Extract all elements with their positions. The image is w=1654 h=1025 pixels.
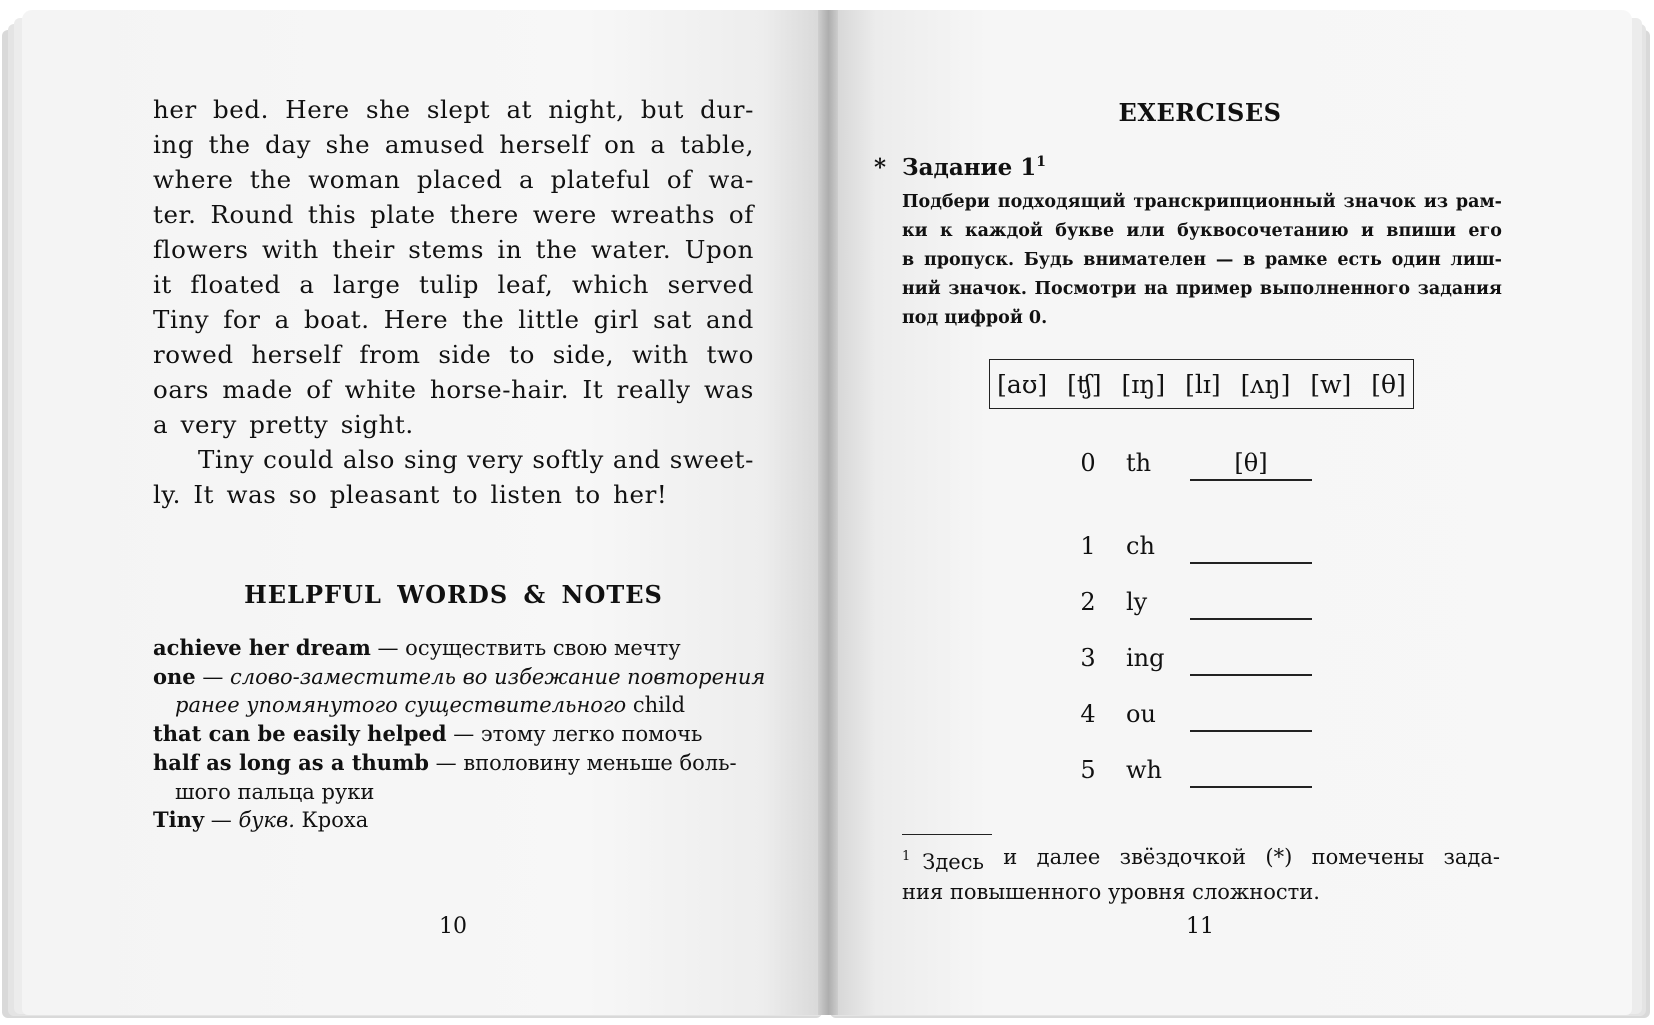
- note-term: that can be easily helped: [153, 721, 447, 747]
- word: made: [222, 375, 293, 404]
- instruction-line: [902, 246, 1502, 275]
- word: sing: [403, 445, 459, 474]
- word: large: [333, 270, 401, 299]
- word: the: [535, 235, 578, 264]
- word: was: [703, 375, 754, 404]
- transcription-symbol: [ʌŋ]: [1240, 369, 1291, 399]
- vocabulary-notes: [153, 634, 766, 835]
- exercise-number: 3: [1080, 644, 1096, 672]
- word: but: [640, 95, 684, 124]
- word: rowed: [153, 340, 234, 369]
- word: day: [265, 130, 312, 159]
- word: подходящий: [997, 192, 1126, 212]
- word: she: [365, 95, 411, 124]
- answer-blank[interactable]: [1190, 618, 1312, 620]
- word: Tiny: [198, 445, 255, 474]
- exercise-letters: wh: [1126, 756, 1162, 784]
- word: Round: [210, 200, 294, 229]
- answer-blank[interactable]: [1190, 786, 1312, 788]
- word: for: [223, 305, 261, 334]
- star-icon: *: [874, 154, 887, 181]
- note-translation: Кроха: [294, 808, 369, 833]
- note-item: [153, 634, 756, 663]
- word: далее: [1036, 845, 1101, 869]
- note-translation: ранее упомянутого существительного: [175, 693, 627, 718]
- exercise-letters: ing: [1126, 644, 1165, 672]
- word: and: [706, 305, 754, 334]
- word: stems: [408, 235, 485, 264]
- word: a very pretty sight.: [153, 410, 414, 439]
- word: with: [631, 340, 689, 369]
- footnote-rule: [902, 834, 992, 835]
- answer-blank[interactable]: [1190, 730, 1312, 732]
- word: впиши: [1386, 221, 1457, 241]
- word: It: [582, 375, 604, 404]
- story-line: [153, 337, 754, 372]
- word: floated: [190, 270, 281, 299]
- word: slept: [426, 95, 491, 124]
- exercise-number: 2: [1080, 588, 1096, 616]
- story-line: [153, 92, 754, 127]
- note-item: [153, 749, 756, 778]
- word: of: [666, 165, 692, 194]
- exercise-row: [1078, 449, 1318, 489]
- task-label: Задание 1: [902, 154, 1037, 181]
- word: side,: [552, 340, 615, 369]
- exercise-number: 4: [1080, 700, 1096, 728]
- story-line: [153, 407, 754, 442]
- word: sat: [653, 305, 692, 334]
- footnote-marker: 1: [902, 849, 911, 864]
- page-number-right: 11: [1186, 914, 1214, 939]
- story-line: [153, 442, 754, 477]
- note-item: [153, 720, 756, 749]
- word: лиш-: [1450, 250, 1502, 270]
- word: пропуск.: [923, 250, 1015, 270]
- answer-blank[interactable]: [1190, 479, 1312, 481]
- word: (*): [1265, 845, 1293, 869]
- exercise-answer: [θ]: [1234, 449, 1268, 477]
- word: amused: [384, 130, 485, 159]
- transcription-symbol: [ɪŋ]: [1121, 369, 1166, 399]
- word: звёздочкой: [1119, 845, 1247, 869]
- word: to: [509, 340, 535, 369]
- transcription-symbol: [θ]: [1371, 369, 1406, 399]
- word: which: [571, 270, 650, 299]
- word: и: [1360, 221, 1374, 241]
- exercise-row: [1078, 700, 1318, 740]
- task-instructions: [902, 188, 1502, 333]
- word: water.: [590, 235, 672, 264]
- word: Будь: [1023, 250, 1074, 270]
- word: of: [728, 200, 754, 229]
- word: транскрипционный: [1133, 192, 1336, 212]
- story-line: [153, 127, 754, 162]
- word: from: [359, 340, 421, 369]
- helpful-words-heading: HELPFUL WORDS & NOTES: [244, 580, 663, 609]
- word: Upon: [684, 235, 754, 264]
- note-translation: child: [626, 693, 686, 718]
- word: boat.: [303, 305, 370, 334]
- note-dash: —: [204, 808, 239, 833]
- word: wreaths: [610, 200, 715, 229]
- word: Here: [285, 95, 350, 124]
- exercise-number: 5: [1080, 756, 1096, 784]
- note-term: achieve her dream: [153, 635, 371, 660]
- word: of: [306, 375, 332, 404]
- footnote-marker: 1: [1036, 154, 1047, 170]
- exercise-letters: ch: [1126, 532, 1155, 560]
- word: значок: [1343, 192, 1416, 212]
- word: в: [902, 250, 915, 270]
- story-line: [153, 267, 754, 302]
- word: flowers: [153, 235, 249, 264]
- footnote: [902, 842, 1500, 907]
- story-line: [153, 302, 754, 337]
- word: the: [208, 130, 251, 159]
- word: на: [1143, 279, 1169, 299]
- word: her: [153, 95, 197, 124]
- story-line: [153, 477, 754, 512]
- word: table,: [680, 130, 754, 159]
- exercise-row: [1078, 588, 1318, 628]
- word: herself: [499, 130, 590, 159]
- note-translation: — этому легко помочь: [446, 722, 703, 747]
- word: Here: [383, 305, 449, 334]
- word: placed: [416, 165, 503, 194]
- note-term: half as long as a thumb: [153, 749, 429, 775]
- word: the: [462, 305, 505, 334]
- book-gutter: [818, 10, 838, 1015]
- word: dur-: [700, 95, 754, 124]
- word: on: [604, 130, 636, 159]
- transcription-symbol: [ʧ]: [1067, 369, 1102, 399]
- word: Tiny: [153, 305, 210, 334]
- word: two: [706, 340, 754, 369]
- word: it: [153, 270, 172, 299]
- word: little: [518, 305, 580, 334]
- note-item: [153, 806, 756, 835]
- answer-blank[interactable]: [1190, 674, 1312, 676]
- word: could: [263, 445, 334, 474]
- story-line: [153, 232, 754, 267]
- word: tulip: [419, 270, 479, 299]
- word: sweet-: [669, 445, 754, 474]
- word: выполненного: [1259, 279, 1411, 299]
- exercise-row: [1078, 756, 1318, 796]
- word: пример: [1175, 279, 1253, 299]
- word: were: [532, 200, 597, 229]
- transcription-box: [989, 359, 1414, 409]
- note-translation: — вполовину меньше боль-: [428, 750, 737, 775]
- exercises-heading: EXERCISES: [1118, 98, 1282, 127]
- word: к: [939, 221, 953, 241]
- note-item: [153, 663, 766, 692]
- story-line: [153, 197, 754, 232]
- exercise-number: 0: [1080, 449, 1096, 477]
- word: помечены: [1311, 845, 1425, 869]
- word: значок.: [948, 279, 1027, 299]
- note-term: one: [153, 663, 196, 689]
- word: where: [153, 165, 234, 194]
- word: also: [342, 445, 396, 474]
- exercise-number: 1: [1080, 532, 1096, 560]
- word: really: [616, 375, 691, 404]
- word: один: [1391, 250, 1441, 270]
- word: horse-hair.: [429, 375, 570, 404]
- note-translation: шого пальца руки: [175, 779, 375, 804]
- word: woman: [308, 165, 401, 194]
- instruction-line: [902, 275, 1502, 304]
- exercise-letters: ou: [1126, 700, 1156, 728]
- exercise-letters: th: [1126, 449, 1152, 477]
- footnote-line: [902, 842, 1500, 877]
- word: served: [667, 270, 754, 299]
- word: ly. It was so pleasant to listen to her!: [153, 480, 668, 509]
- story-line: [153, 162, 754, 197]
- word: a: [274, 305, 290, 334]
- word: bed.: [213, 95, 270, 124]
- word: есть: [1337, 250, 1382, 270]
- word: и: [1003, 845, 1018, 869]
- note-continuation: [153, 778, 756, 807]
- word: there: [449, 200, 519, 229]
- word: with: [262, 235, 319, 264]
- word: in: [497, 235, 523, 264]
- word: каждой: [964, 221, 1043, 241]
- exercise-letters: ly: [1126, 588, 1148, 616]
- exercise-row: [1078, 644, 1318, 684]
- exercise-row: [1078, 532, 1318, 572]
- word: рам-: [1455, 192, 1502, 212]
- note-term: Tiny: [153, 807, 205, 833]
- word: задания: [1417, 279, 1502, 299]
- word: ний: [902, 279, 941, 299]
- word: night,: [548, 95, 625, 124]
- note-continuation: [153, 691, 756, 720]
- word: side: [438, 340, 492, 369]
- word: oars: [153, 375, 210, 404]
- word: его: [1468, 221, 1502, 241]
- word: ки: [902, 221, 928, 241]
- word: softly: [532, 445, 604, 474]
- word: very: [467, 445, 524, 474]
- word: plate: [370, 200, 436, 229]
- word: рамке: [1265, 250, 1328, 270]
- word: plateful: [550, 165, 651, 194]
- story-line: [153, 372, 754, 407]
- note-abbreviation: букв.: [238, 808, 295, 833]
- word: Посмотри: [1034, 279, 1137, 299]
- word: внимателен: [1083, 250, 1207, 270]
- word: из: [1423, 192, 1449, 212]
- instruction-line: [902, 188, 1502, 217]
- word: and: [612, 445, 661, 474]
- word: the: [249, 165, 292, 194]
- answer-blank[interactable]: [1190, 562, 1312, 564]
- word: зада-: [1443, 845, 1500, 869]
- instruction-line: [902, 304, 1502, 333]
- word: a: [650, 130, 666, 159]
- word: a: [299, 270, 315, 299]
- word: white: [344, 375, 417, 404]
- transcription-symbol: [aʊ]: [997, 369, 1048, 399]
- word: at: [506, 95, 533, 124]
- story-text: [153, 92, 754, 512]
- footnote-line: [902, 877, 1500, 907]
- word: she: [325, 130, 371, 159]
- word: a: [518, 165, 535, 194]
- word: или: [1126, 221, 1165, 241]
- transcription-symbol: [w]: [1310, 369, 1352, 399]
- word: wa-: [708, 165, 754, 194]
- word: Подбери: [902, 192, 990, 212]
- word: ing: [153, 130, 195, 159]
- word: their: [332, 235, 395, 264]
- word: this: [307, 200, 357, 229]
- word: в: [1243, 250, 1256, 270]
- note-translation: слово-заместитель во избежание повторения: [230, 664, 766, 689]
- footnote-text: ния повышенного уровня сложности.: [902, 880, 1320, 904]
- word: $^1$ Здесь: [902, 849, 984, 874]
- word: буквосочетанию: [1177, 221, 1349, 241]
- instruction-line: [902, 217, 1502, 246]
- word: —: [1215, 250, 1234, 270]
- word: herself: [251, 340, 342, 369]
- word: ter.: [153, 200, 197, 229]
- task-title: [874, 154, 1046, 181]
- word: leaf,: [497, 270, 554, 299]
- note-dash: —: [195, 664, 230, 689]
- word: girl: [593, 305, 640, 334]
- note-translation: — осуществить свою мечту: [370, 636, 681, 660]
- transcription-symbol: [lɪ]: [1185, 369, 1221, 399]
- page-number-left: 10: [439, 914, 467, 939]
- word: букве: [1055, 221, 1115, 241]
- word: под цифрой 0.: [902, 308, 1048, 328]
